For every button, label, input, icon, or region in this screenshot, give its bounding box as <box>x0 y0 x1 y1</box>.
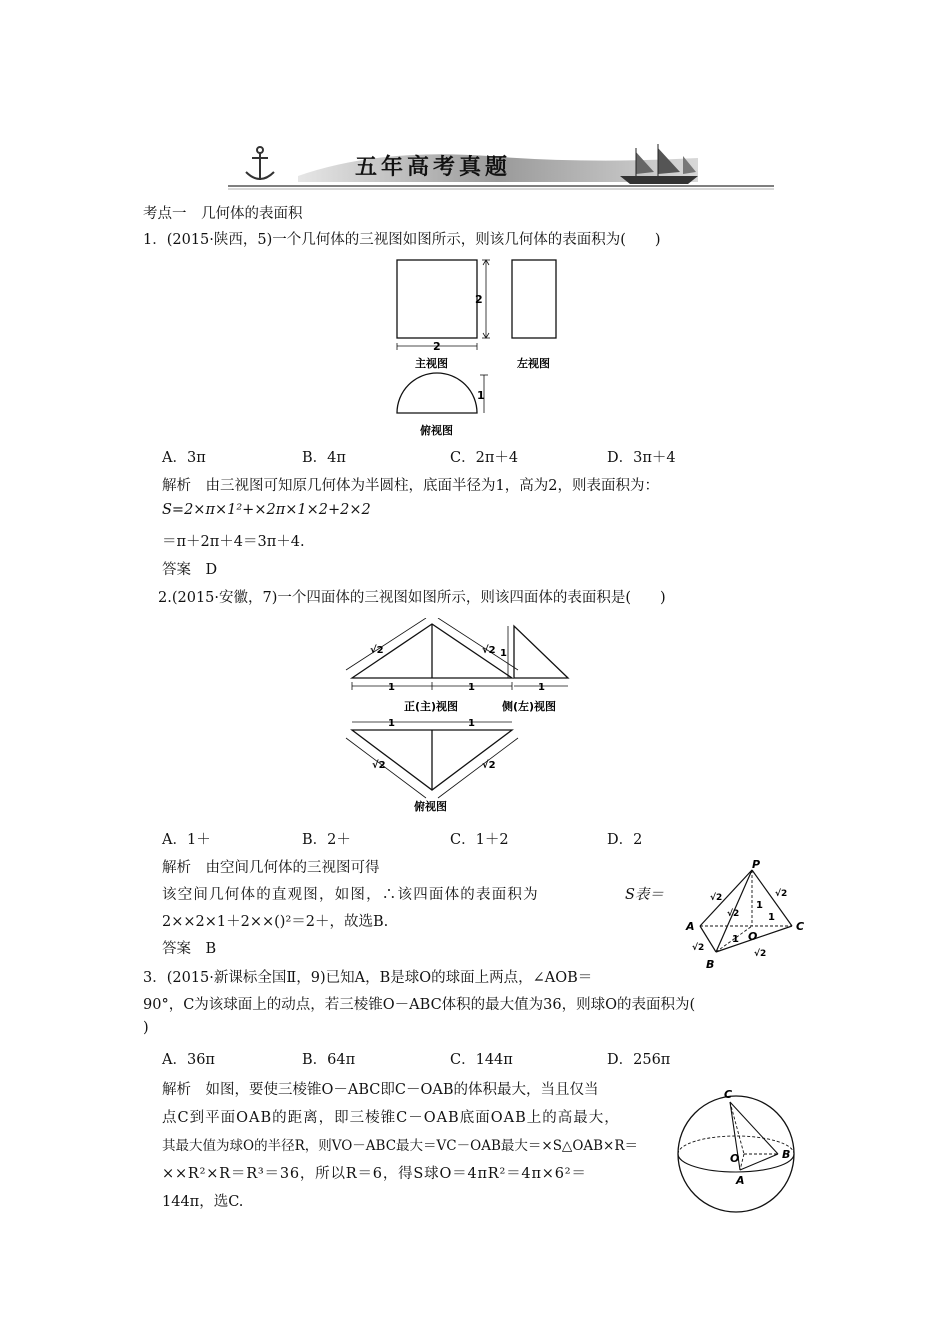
q2-option-a: A．1＋ <box>162 832 211 848</box>
q2-top-dim-1-left: 1 <box>388 718 395 729</box>
q3-option-a: A．36π <box>162 1052 215 1068</box>
q1-option-d: D．3π＋4 <box>607 450 676 466</box>
q1-analysis-line-3: ＝π＋2π＋4＝3π＋4. <box>162 534 305 550</box>
q2-side-view <box>514 626 568 678</box>
q2-solid-sqrt2-bc: √2 <box>754 949 767 959</box>
q2-answer: 答案 B <box>162 941 217 957</box>
q2-point-c: C <box>796 920 805 933</box>
q1-top-view <box>397 373 477 413</box>
q2-top-dim-1-right: 1 <box>468 718 475 729</box>
q2-front-dim-1-right: 1 <box>468 682 475 693</box>
banner-title: 五年高考真题 <box>355 155 512 180</box>
q2-front-dim-1-left: 1 <box>388 682 395 693</box>
q2-solid-sqrt2-pa: √2 <box>710 893 723 903</box>
q1-top-label: 俯视图 <box>420 424 453 437</box>
q3-analysis-line-4: ××R²×R＝R³＝36，所以R＝6，得S球O＝4πR²＝4π×6²＝ <box>162 1166 587 1182</box>
q1-dim-2-vertical: 2 <box>475 293 483 306</box>
q2-solid-sqrt2-pb: √2 <box>727 909 740 919</box>
q2-front-sqrt2-left: √2 <box>370 645 384 656</box>
q3-analysis-line-3: 其最大值为球O的半径R，则VO－ABC最大＝VC－OAB最大＝×S△OAB×R＝ <box>162 1138 639 1154</box>
q2-option-d: D．2 <box>607 832 643 848</box>
q3-option-b: B．64π <box>302 1052 356 1068</box>
q2-front-label: 正(主)视图 <box>404 700 459 713</box>
q3-analysis-line-1: 解析 如图，要使三棱锥O－ABC即C－OAB的体积最大，当且仅当 <box>162 1082 599 1098</box>
q2-point-o: O <box>748 930 758 943</box>
q1-three-view-figure <box>390 255 570 440</box>
q2-side-dim-1-horizontal: 1 <box>538 682 545 693</box>
q2-solid-one-oc: 1 <box>768 912 775 923</box>
q2-top-label: 俯视图 <box>414 800 447 813</box>
q1-side-view <box>512 260 556 338</box>
q2-option-b: B．2＋ <box>302 832 351 848</box>
q2-solid-figure <box>680 860 810 978</box>
q1-stem: 1．(2015·陕西，5)一个几何体的三视图如图所示，则该几何体的表面积为( ) <box>143 232 661 248</box>
q2-analysis-line-3: 2××2×1＋2××()²＝2＋，故选B. <box>162 914 389 930</box>
q3-point-c: C <box>724 1088 733 1101</box>
q2-top-sqrt2-left: √2 <box>372 760 386 771</box>
q1-side-label: 左视图 <box>517 357 550 370</box>
anchor-icon <box>246 147 274 180</box>
q2-point-a: A <box>686 920 695 933</box>
q3-point-a: A <box>736 1174 745 1187</box>
q2-solid-sqrt2-ab: √2 <box>692 943 705 953</box>
q2-solid-one-po: 1 <box>756 900 763 911</box>
q2-stem: 2.(2015·安徽，7)一个四面体的三视图如图所示，则该四面体的表面积是( ) <box>158 590 666 606</box>
q2-solid-one-ob: 1 <box>732 934 739 945</box>
q2-top-sqrt2-right: √2 <box>482 760 496 771</box>
q1-option-a: A．3π <box>162 450 206 466</box>
q1-analysis-line-1: 解析 由三视图可知原几何体为半圆柱，底面半径为1，高为2，则表面积为： <box>162 478 659 494</box>
q1-analysis-line-2: S=2×π×1²+×2π×1×2+2×2 <box>162 502 371 518</box>
q3-stem-line-3: ) <box>143 1020 149 1036</box>
q2-point-p: P <box>752 860 761 871</box>
q3-stem-line-1: 3．(2015·新课标全国Ⅱ，9)已知A，B是球O的球面上两点，∠AOB＝ <box>143 970 593 986</box>
q2-side-label: 侧(左)视图 <box>502 700 557 713</box>
q1-dim-2-horizontal: 2 <box>433 340 441 353</box>
q2-analysis-line-2: 该空间几何体的直观图，如图，∴该四面体的表面积为 <box>162 887 539 903</box>
q1-front-label: 主视图 <box>415 357 448 370</box>
q2-side-dim-1-vertical: 1 <box>500 648 507 659</box>
q2-front-sqrt2-right: √2 <box>482 645 496 656</box>
q2-analysis-line-1: 解析 由空间几何体的三视图可得 <box>162 860 380 876</box>
q3-analysis-line-2: 点C到平面OAB的距离，即三棱锥C－OAB底面OAB上的高最大， <box>162 1110 620 1126</box>
q2-three-view-figure <box>342 618 582 818</box>
q3-sphere-figure <box>668 1080 808 1220</box>
q1-front-view <box>397 260 477 338</box>
q3-point-b: B <box>782 1148 791 1161</box>
q2-option-c: C．1＋2 <box>450 832 509 848</box>
q3-point-o: O <box>730 1152 740 1165</box>
q1-dim-1: 1 <box>477 389 485 402</box>
q2-solid-sqrt2-pc: √2 <box>775 889 788 899</box>
q1-answer: 答案 D <box>162 562 218 578</box>
q2-analysis-surface-symbol: S表＝ <box>625 887 664 903</box>
q3-stem-line-2: 90°，C为该球面上的动点，若三棱锥O－ABC体积的最大值为36，则球O的表面积为( <box>143 997 696 1013</box>
q1-option-c: C．2π＋4 <box>450 450 519 466</box>
q3-analysis-line-5: 144π，选C. <box>162 1194 244 1210</box>
q1-option-b: B．4π <box>302 450 346 466</box>
q3-option-d: D．256π <box>607 1052 671 1068</box>
section-heading: 考点一 几何体的表面积 <box>143 206 303 222</box>
q3-option-c: C．144π <box>450 1052 513 1068</box>
q2-point-b: B <box>706 958 715 971</box>
